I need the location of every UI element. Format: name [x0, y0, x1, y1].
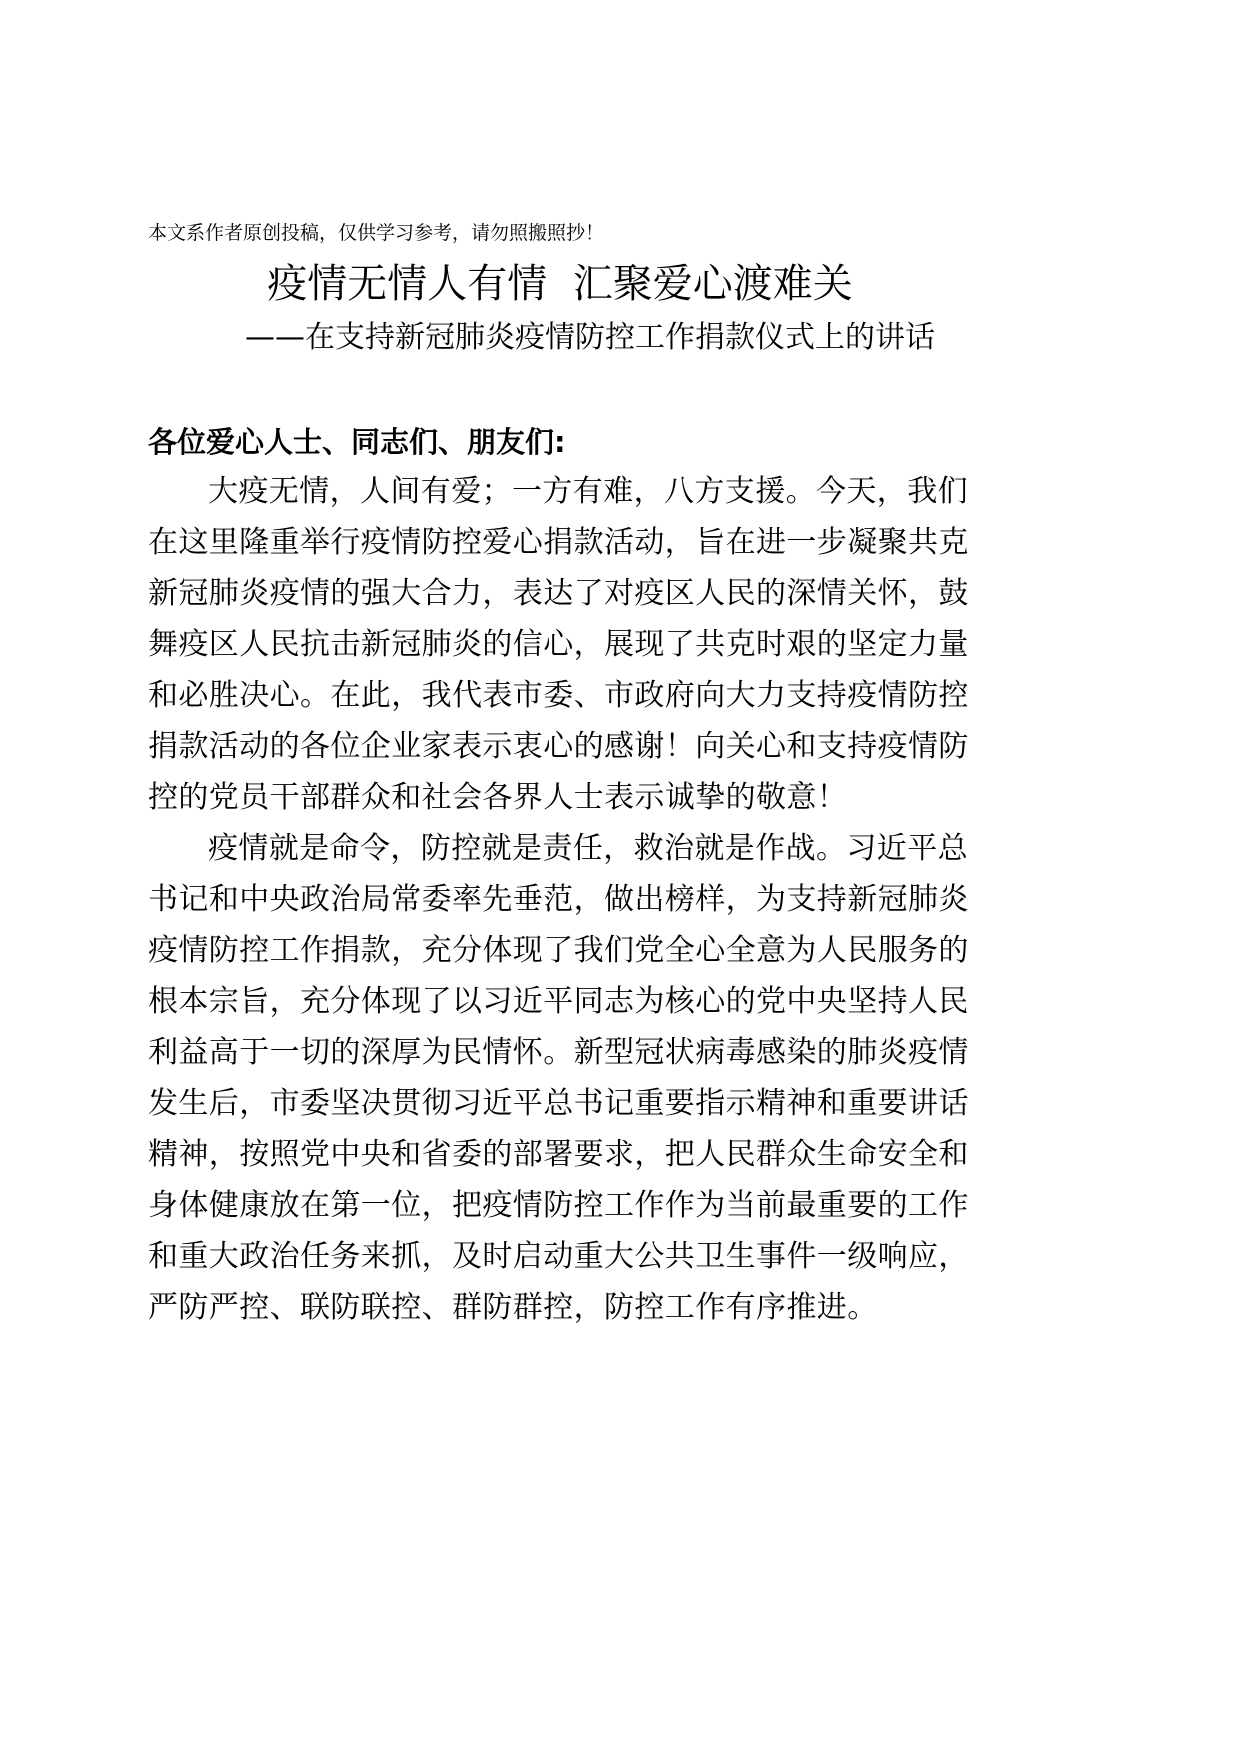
document-subtitle: ——在支持新冠肺炎疫情防控工作捐款仪式上的讲话: [245, 320, 935, 355]
text-line: 疫情防控工作捐款，充分体现了我们党全心全意为人民服务的: [148, 933, 969, 968]
text-line: 捐款活动的各位企业家表示衷心的感谢！向关心和支持疫情防: [148, 729, 969, 764]
text-line: 精神，按照党中央和省委的部署要求，把人民群众生命安全和: [148, 1137, 969, 1172]
text-line: 和重大政治任务来抓，及时启动重大公共卫生事件一级响应，: [148, 1239, 969, 1274]
salutation: 各位爱心人士、同志们、朋友们:: [148, 425, 566, 459]
document-title: 疫情无情人有情 汇聚爱心渡难关: [267, 261, 853, 307]
text-line: 新冠肺炎疫情的强大合力，表达了对疫区人民的深情关怀，鼓: [148, 576, 969, 611]
text-line: 根本宗旨，充分体现了以习近平同志为核心的党中央坚持人民: [148, 984, 969, 1019]
text-line: 身体健康放在第一位，把疫情防控工作作为当前最重要的工作: [148, 1188, 969, 1223]
text-line: 书记和中央政治局常委率先垂范，做出榜样，为支持新冠肺炎: [148, 882, 969, 917]
text-line: 严防严控、联防联控、群防群控，防控工作有序推进。: [148, 1290, 878, 1325]
text-line: 疫情就是命令，防控就是责任，救治就是作战。习近平总: [208, 831, 968, 866]
document-body: [148, 466, 978, 1333]
paragraph-2: [148, 823, 978, 1333]
text-line: 发生后，市委坚决贯彻习近平总书记重要指示精神和重要讲话: [148, 1086, 969, 1121]
text-line: 和必胜决心。在此，我代表市委、市政府向大力支持疫情防控: [148, 678, 969, 713]
text-line: 利益高于一切的深厚为民情怀。新型冠状病毒感染的肺炎疫情: [148, 1035, 969, 1070]
text-line: 控的党员干部群众和社会各界人士表示诚挚的敬意！: [148, 780, 848, 815]
paragraph-1: [148, 466, 978, 823]
text-line: 舞疫区人民抗击新冠肺炎的信心，展现了共克时艰的坚定力量: [148, 627, 969, 662]
copyright-note: 本文系作者原创投稿，仅供学习参考，请勿照搬照抄！: [148, 222, 605, 244]
text-line: 大疫无情，人间有爱；一方有难，八方支援。今天，我们: [208, 474, 968, 509]
text-line: 在这里隆重举行疫情防控爱心捐款活动，旨在进一步凝聚共克: [148, 525, 969, 560]
